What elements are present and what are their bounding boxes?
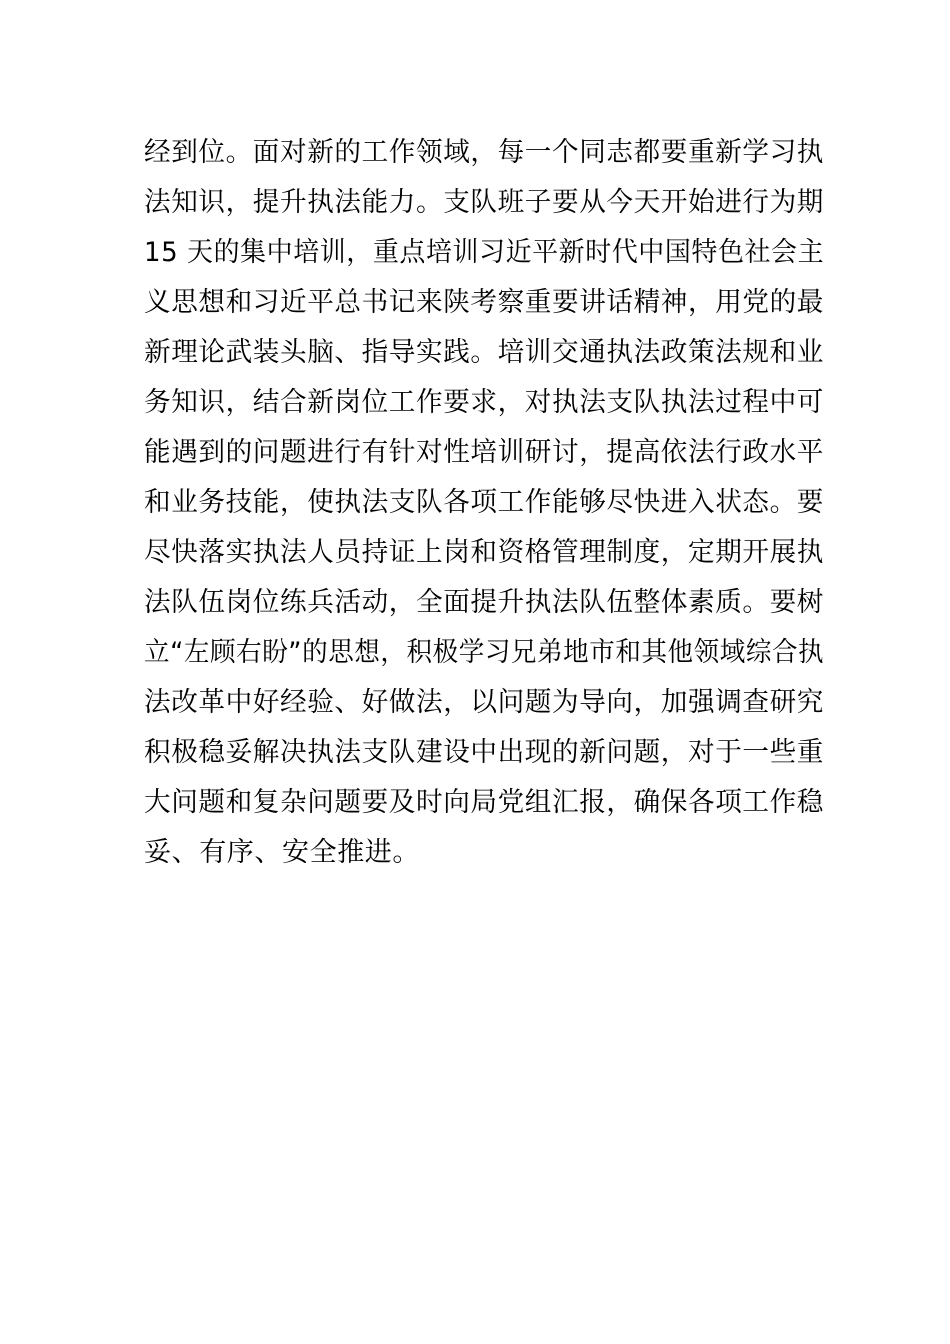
- text-line: 能遇到的问题进行有针对性培训研讨，提高依法行政水平: [144, 437, 824, 468]
- text-line: 义思想和习近平总书记来陕考察重要讲话精神，用党的最: [144, 287, 824, 318]
- text-line: 立“左顾右盼”的思想，积极学习兄弟地市和其他领域综合执: [144, 637, 825, 668]
- text-line: 务知识，结合新岗位工作要求，对执法支队执法过程中可: [144, 387, 824, 418]
- text-line: 15 天的集中培训，重点培训习近平新时代中国特色社会主: [144, 237, 825, 268]
- text-line: 积极稳妥解决执法支队建设中出现的新问题，对于一些重: [144, 737, 824, 768]
- text-line: 尽快落实执法人员持证上岗和资格管理制度，定期开展执: [144, 537, 824, 568]
- text-line: 法改革中好经验、好做法，以问题为导向，加强调查研究: [144, 687, 824, 718]
- body-paragraph: [144, 128, 824, 878]
- text-line: 妥、有序、安全推进。: [144, 837, 420, 868]
- text-line: 新理论武装头脑、指导实践。培训交通执法政策法规和业: [144, 337, 824, 368]
- text-line: 和业务技能，使执法支队各项工作能够尽快进入状态。要: [144, 487, 824, 518]
- text-line: 经到位。面对新的工作领域，每一个同志都要重新学习执: [144, 137, 824, 168]
- text-line: 法知识，提升执法能力。支队班子要从今天开始进行为期: [144, 187, 824, 218]
- text-line: 法队伍岗位练兵活动，全面提升执法队伍整体素质。要树: [144, 587, 824, 618]
- text-line: 大问题和复杂问题要及时向局党组汇报，确保各项工作稳: [144, 787, 824, 818]
